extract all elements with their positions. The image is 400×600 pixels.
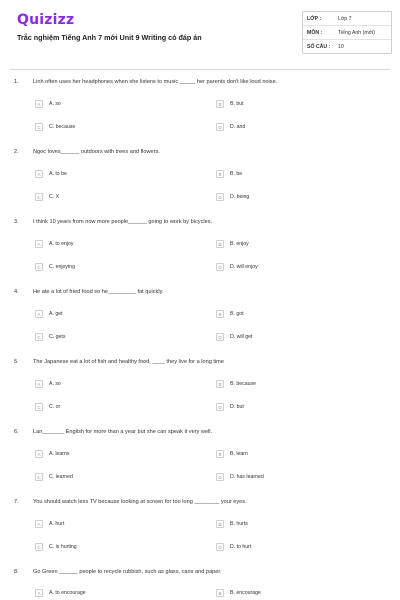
option-letter-box: A — [35, 310, 43, 318]
worksheet-header — [0, 0, 400, 70]
option-letter-box: C — [35, 123, 43, 131]
option-letter-box: C — [35, 543, 43, 551]
option-d[interactable] — [216, 472, 264, 482]
option-text: B. encourage — [230, 590, 261, 596]
info-row-count — [303, 40, 391, 53]
question-number: 3. — [14, 219, 19, 225]
option-text: C. gets — [49, 334, 66, 340]
option-letter-box: D — [216, 123, 224, 131]
option-letter-box: A — [35, 520, 43, 528]
option-letter-box: A — [35, 589, 43, 597]
option-letter-box: C — [35, 473, 43, 481]
info-value: Lớp 7 — [338, 15, 352, 22]
question-number: 4. — [14, 289, 19, 295]
option-text: D. to hurt — [230, 544, 252, 550]
option-c[interactable] — [35, 332, 65, 342]
option-c[interactable] — [35, 262, 75, 272]
info-value: 10 — [338, 43, 344, 50]
option-text: C. X — [49, 194, 60, 200]
option-letter-box: B — [216, 100, 224, 108]
option-letter-box: D — [216, 333, 224, 341]
option-b[interactable] — [216, 519, 248, 529]
question-text: Ngoc loves______ outdoors with trees and flowers. — [33, 149, 160, 155]
option-text: D. will enjoy — [230, 264, 258, 270]
option-b[interactable] — [216, 449, 248, 459]
option-letter-box: A — [35, 170, 43, 178]
option-c[interactable] — [35, 122, 75, 132]
option-c[interactable] — [35, 542, 77, 552]
option-text: A. hurt — [49, 521, 65, 527]
question-number: 2. — [14, 149, 19, 155]
option-c[interactable] — [35, 472, 73, 482]
option-letter-box: D — [216, 403, 224, 411]
info-row-class — [303, 12, 391, 26]
option-text: C. because — [49, 124, 76, 130]
question-text: Linh often uses her headphones when she listens to music _____ her parents don't like loud noise. — [33, 79, 278, 85]
option-b[interactable] — [216, 309, 244, 319]
option-text: C. enjoying — [49, 264, 75, 270]
option-text: B. because — [230, 381, 256, 387]
question-number: 8. — [14, 569, 19, 575]
option-letter-box: C — [35, 193, 43, 201]
option-text: A. learns — [49, 451, 70, 457]
option-text: B. enjoy — [230, 241, 249, 247]
option-c[interactable] — [35, 192, 59, 202]
option-text: A. to be — [49, 171, 67, 177]
option-d[interactable] — [216, 332, 253, 342]
option-text: B. learn — [230, 451, 248, 457]
info-key: MÔN : — [307, 29, 323, 36]
question-text: The Japanese eat a lot of fish and healthy food, ____ they live for a long time — [33, 359, 224, 365]
option-text: C. learned — [49, 474, 73, 480]
info-key: LỚP : — [307, 15, 322, 22]
option-text: D. and — [230, 124, 246, 130]
option-text: B. hurts — [230, 521, 248, 527]
option-a[interactable] — [35, 239, 74, 249]
info-value: Tiếng Anh (mới) — [338, 29, 375, 36]
option-d[interactable] — [216, 192, 249, 202]
option-text: A. so — [49, 381, 61, 387]
option-text: D. has learned — [230, 474, 264, 480]
option-letter-box: D — [216, 473, 224, 481]
option-letter-box: C — [35, 333, 43, 341]
option-a[interactable] — [35, 588, 86, 598]
option-d[interactable] — [216, 262, 258, 272]
option-letter-box: B — [216, 380, 224, 388]
option-letter-box: C — [35, 403, 43, 411]
option-letter-box: D — [216, 263, 224, 271]
option-a[interactable] — [35, 99, 61, 109]
option-letter-box: B — [216, 240, 224, 248]
question-text: I think 10 years from now more people______ going to work by bicycles. — [33, 219, 213, 225]
option-a[interactable] — [35, 169, 67, 179]
question-number: 1. — [14, 79, 19, 85]
option-letter-box: B — [216, 310, 224, 318]
option-text: B. but — [230, 101, 244, 107]
option-text: C. or — [49, 404, 61, 410]
option-text: B. be — [230, 171, 243, 177]
option-a[interactable] — [35, 309, 63, 319]
option-b[interactable] — [216, 239, 249, 249]
option-a[interactable] — [35, 449, 69, 459]
option-a[interactable] — [35, 379, 61, 389]
question-text: You should watch less TV because looking at screen for too long ________ your eyes. — [33, 499, 247, 505]
header-divider — [10, 69, 390, 70]
option-b[interactable] — [216, 99, 244, 109]
option-b[interactable] — [216, 169, 242, 179]
question-text: He ate a lot of fried food so he_________ fat quickly. — [33, 289, 164, 295]
option-text: D. but — [230, 404, 244, 410]
option-text: A. to encourage — [49, 590, 86, 596]
option-letter-box: B — [216, 170, 224, 178]
option-letter-box: A — [35, 240, 43, 248]
info-row-subject — [303, 26, 391, 40]
option-text: D. being — [230, 194, 250, 200]
option-letter-box: D — [216, 193, 224, 201]
option-letter-box: A — [35, 100, 43, 108]
option-d[interactable] — [216, 402, 244, 412]
question-number: 5. — [14, 359, 19, 365]
info-box — [302, 11, 392, 54]
option-d[interactable] — [216, 542, 251, 552]
worksheet-title: Trắc nghiệm Tiếng Anh 7 mới Unit 9 Writing có đáp án — [17, 33, 202, 42]
info-key: SỐ CÂU : — [307, 43, 331, 50]
option-text: C. is hurting — [49, 544, 77, 550]
option-letter-box: B — [216, 450, 224, 458]
option-letter-box: D — [216, 543, 224, 551]
option-letter-box: A — [35, 380, 43, 388]
question-text: Lan_______ English for more than a year but she can speak it very well. — [33, 429, 213, 435]
option-text: B. got — [230, 311, 244, 317]
question-number: 6. — [14, 429, 19, 435]
option-c[interactable] — [35, 402, 60, 412]
question-text: Go Green ______ people to recycle rubbish, such as glass, cans and paper. — [33, 569, 222, 575]
option-b[interactable] — [216, 379, 256, 389]
option-text: A. to enjoy — [49, 241, 74, 247]
option-b[interactable] — [216, 588, 261, 598]
option-letter-box: C — [35, 263, 43, 271]
option-text: D. will get — [230, 334, 253, 340]
question-number: 7. — [14, 499, 19, 505]
option-d[interactable] — [216, 122, 245, 132]
option-a[interactable] — [35, 519, 64, 529]
option-text: A. so — [49, 101, 61, 107]
option-letter-box: B — [216, 520, 224, 528]
option-letter-box: B — [216, 589, 224, 597]
quizizz-logo: Quizizz — [17, 12, 75, 28]
option-letter-box: A — [35, 450, 43, 458]
option-text: A. get — [49, 311, 63, 317]
